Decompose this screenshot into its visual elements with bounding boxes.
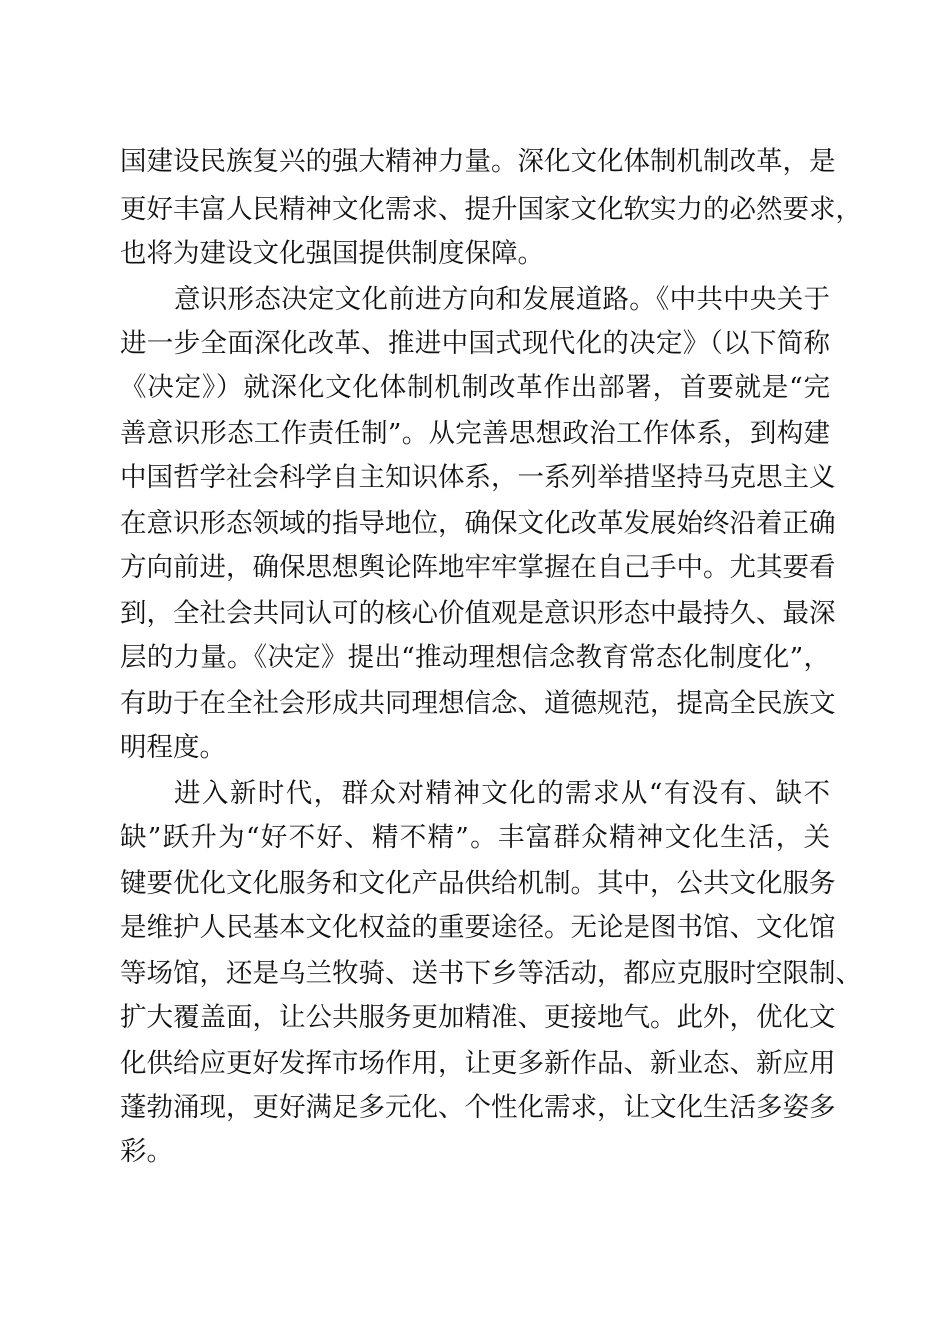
text-line: 进入新时代，群众对精神文化的需求从“有没有、缺不 — [174, 778, 830, 809]
text-line: 方向前进，确保思想舆论阵地牢牢掌握在自己手中。尤其要看 — [120, 552, 836, 583]
text-line: 明程度。 — [120, 732, 226, 763]
text-line: 在意识形态领域的指导地位，确保文化改革发展始终沿着正确 — [120, 508, 836, 539]
text-line: 到，全社会共同认可的核心价值观是意识形态中最持久、最深 — [120, 598, 836, 629]
text-line: 蓬勃涌现，更好满足多元化、个性化需求，让文化生活多姿多 — [120, 1092, 836, 1123]
text-line: 意识形态决定文化前进方向和发展道路。《中共中央关于 — [174, 284, 830, 315]
text-line: 进一步全面深化改革、推进中国式现代化的决定》（以下简称 — [120, 328, 830, 359]
text-line: 缺”跃升为“好不好、精不精”。丰富群众精神文化生活，关 — [120, 822, 830, 853]
text-line: 善意识形态工作责任制”。从完善思想政治工作体系，到构建 — [120, 418, 830, 449]
text-line: 国建设民族复兴的强大精神力量。深化文化体制机制改革，是 — [120, 146, 836, 177]
text-line: 更好丰富人民精神文化需求、提升国家文化软实力的必然要求， — [120, 194, 862, 225]
text-line: 彩。 — [120, 1136, 173, 1167]
text-line: 扩大覆盖面，让公共服务更加精准、更接地气。此外，优化文 — [120, 1002, 836, 1033]
text-line: 也将为建设文化强国提供制度保障。 — [120, 238, 544, 269]
text-line: 是维护人民基本文化权益的重要途径。无论是图书馆、文化馆 — [120, 912, 836, 943]
text-line: 等场馆，还是乌兰牧骑、送书下乡等活动，都应克服时空限制、 — [120, 958, 862, 989]
text-line: 键要优化文化服务和文化产品供给机制。其中，公共文化服务 — [120, 868, 836, 899]
text-line: 化供给应更好发挥市场作用，让更多新作品、新业态、新应用 — [120, 1048, 836, 1079]
text-line: 有助于在全社会形成共同理想信念、道德规范，提高全民族文 — [120, 688, 836, 719]
text-line: 中国哲学社会科学自主知识体系，一系列举措坚持马克思主义 — [120, 462, 836, 493]
text-line: 《决定》）就深化文化体制机制改革作出部署，首要就是“完 — [120, 372, 830, 403]
text-line: 层的力量。《决定》提出“推动理想信念教育常态化制度化”， — [120, 642, 830, 673]
